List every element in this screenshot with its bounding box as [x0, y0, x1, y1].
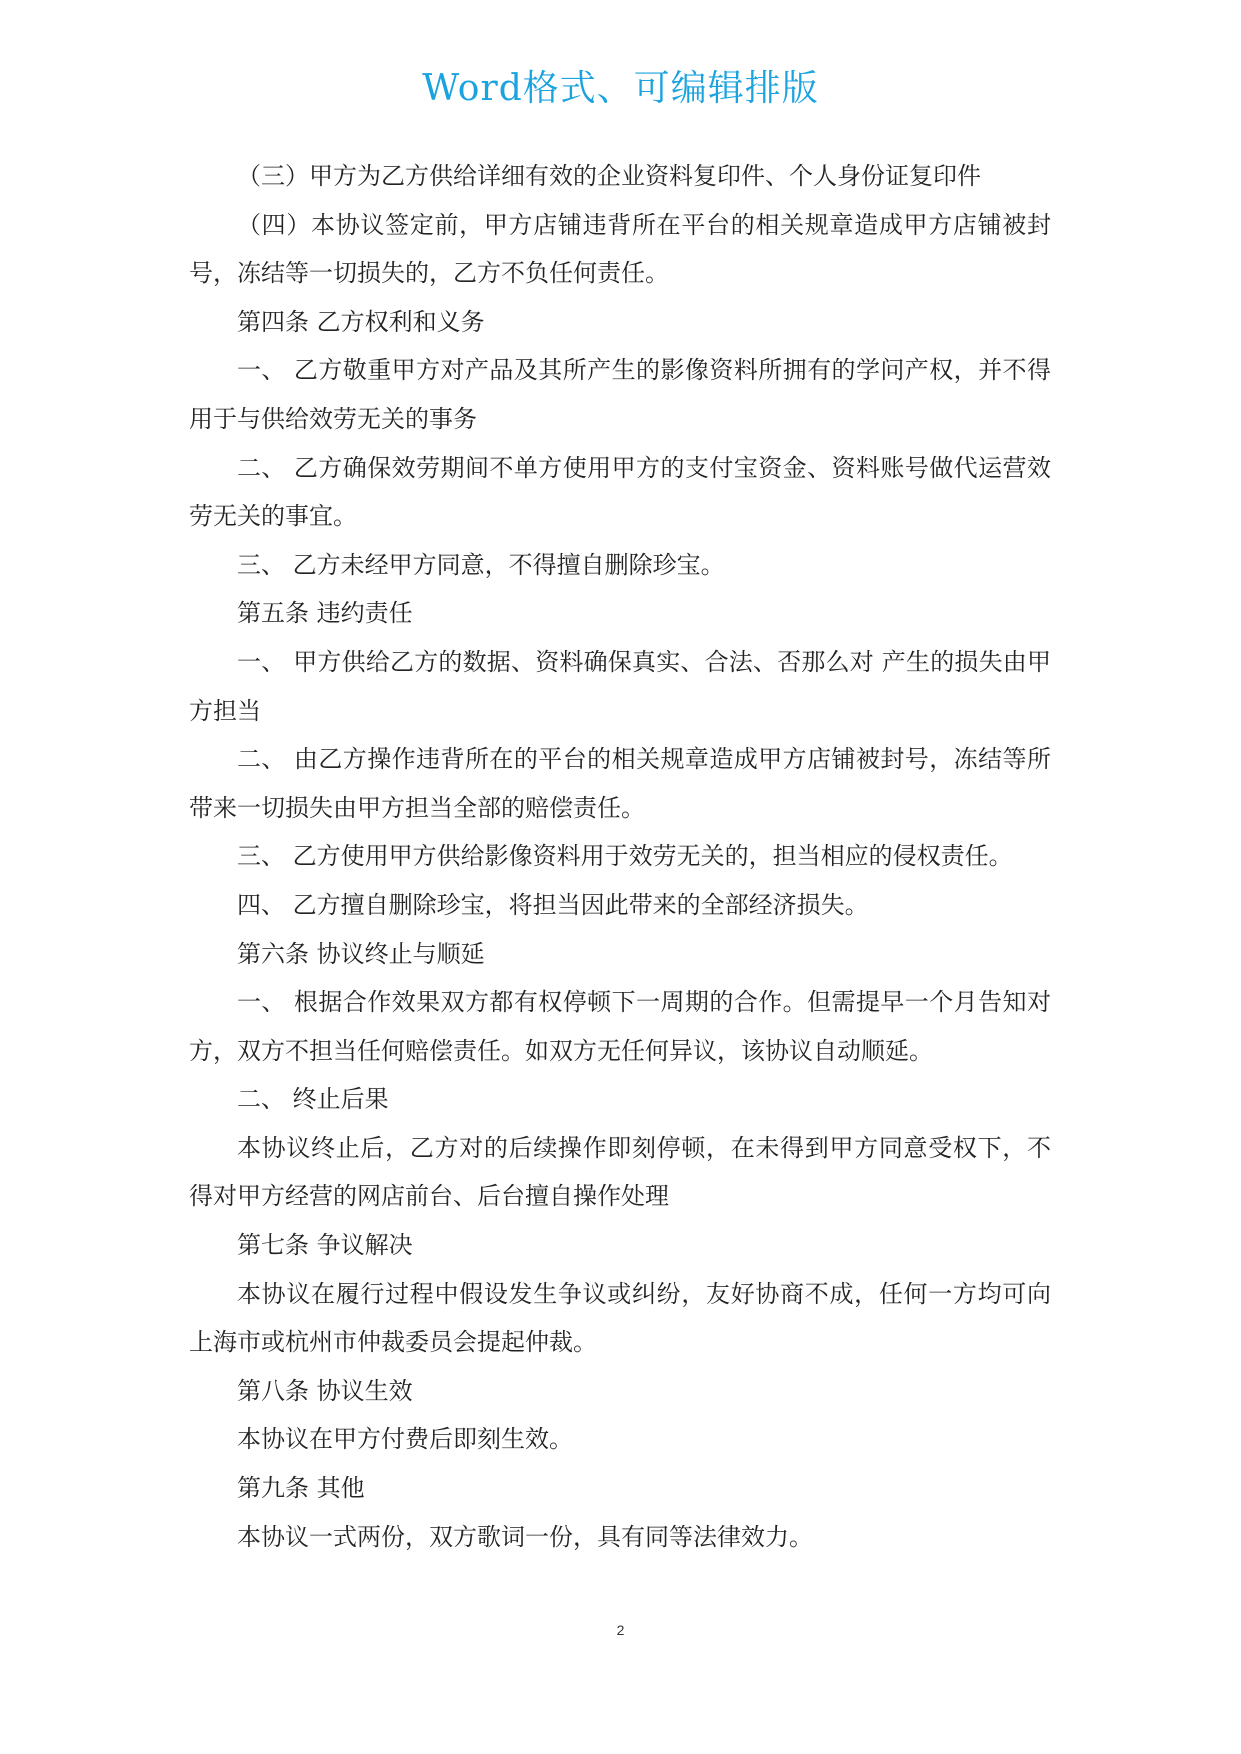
section-heading: 第七条 争议解决 — [237, 1231, 413, 1260]
paragraph: 本协议在履行过程中假设发生争议或纠纷，友好协商不成，任何一方均可向上海市或杭州市仲裁委员会提起仲裁。 — [189, 1279, 1051, 1357]
paragraph: 二、 由乙方操作违背所在的平台的相关规章造成甲方店铺被封号，冻结等所带来一切损失由甲方担当全部的赔偿责任。 — [189, 745, 1051, 822]
paragraph: 一、 根据合作效果双方都有权停顿下一周期的合作。但需提早一个月告知对方，双方不担当任何赔偿责任。如双方无任何异议，该协议自动顺延。 — [189, 988, 1051, 1065]
header-title: Word格式、可编辑排版 — [422, 68, 819, 109]
paragraph: 二、 终止后果 — [237, 1085, 389, 1114]
paragraph: 四、 乙方擅自删除珍宝，将担当因此带来的全部经济损失。 — [237, 890, 869, 919]
paragraph: 一、 乙方敬重甲方对产品及其所产生的影像资料所拥有的学问产权，并不得用于与供给效劳无关的事务 — [189, 356, 1051, 433]
paragraph: 三、 乙方未经甲方同意，不得擅自删除珍宝。 — [237, 550, 725, 579]
paragraph: 本协议在甲方付费后即刻生效。 — [237, 1425, 573, 1454]
section-heading: 第四条 乙方权利和义务 — [237, 307, 485, 336]
section-heading: 第八条 协议生效 — [237, 1376, 413, 1405]
paragraph: 二、 乙方确保效劳期间不单方使用甲方的支付宝资金、资料账号做代运营效劳无关的事宜。 — [189, 453, 1051, 531]
section-heading: 第九条 其他 — [237, 1474, 365, 1503]
paragraph: （四）本协议签定前，甲方店铺违背所在平台的相关规章造成甲方店铺被封号，冻结等一切损失的，乙方不负任何责任。 — [189, 210, 1051, 288]
paragraph: 本协议一式两份，双方歌词一份，具有同等法律效力。 — [237, 1522, 813, 1551]
paragraph: 一、 甲方供给乙方的数据、资料确保真实、合法、否那么对 产生的损失由甲方担当 — [189, 647, 1051, 725]
paragraph: （三）甲方为乙方供给详细有效的企业资料复印件、个人身份证复印件 — [237, 162, 981, 190]
section-heading: 第五条 违约责任 — [237, 599, 413, 628]
document-body — [189, 152, 1051, 1561]
section-heading: 第六条 协议终止与顺延 — [237, 939, 485, 968]
paragraph: 三、 乙方使用甲方供给影像资料用于效劳无关的，担当相应的侵权责任。 — [237, 842, 1013, 871]
page-number: 2 — [616, 1622, 625, 1638]
paragraph: 本协议终止后，乙方对的后续操作即刻停顿，在未得到甲方同意受权下，不得对甲方经营的网店前台、后台擅自操作处理 — [189, 1133, 1051, 1211]
